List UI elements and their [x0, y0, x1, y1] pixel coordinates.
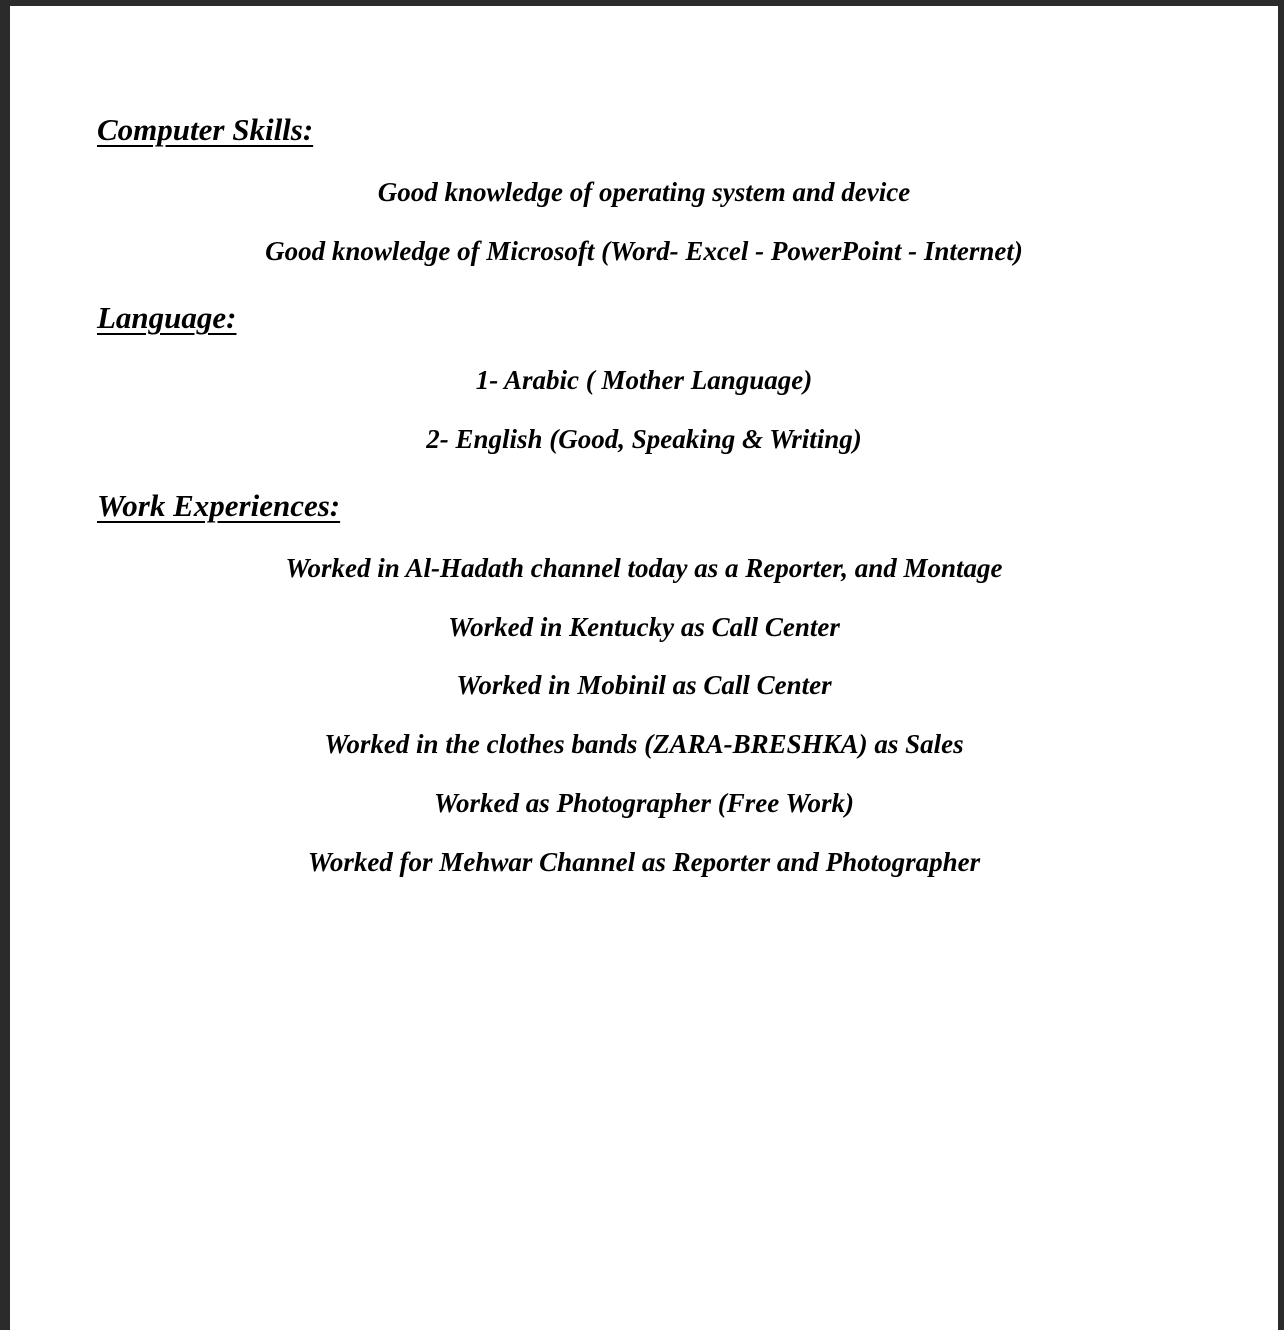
document-page — [10, 6, 1278, 1330]
computer-skills-heading: Computer Skills: — [97, 112, 314, 147]
language-heading: Language: — [97, 300, 237, 335]
computer-skill-item: Good knowledge of Microsoft (Word- Excel - PowerPoint - Internet) — [265, 236, 1023, 266]
work-experience-item: Worked for Mehwar Channel as Reporter and Photographer — [307, 847, 981, 877]
language-item: 2- English (Good, Speaking & Writing) — [426, 424, 862, 454]
work-experience-item: Worked in Mobinil as Call Center — [456, 670, 832, 700]
work-experience-item: Worked as Photographer (Free Work) — [433, 788, 855, 818]
work-experience-item: Worked in the clothes bands (ZARA-BRESHKA) as Sales — [324, 729, 964, 759]
work-experiences-heading: Work Experiences: — [97, 488, 341, 523]
work-experience-item: Worked in Kentucky as Call Center — [448, 612, 840, 642]
language-item: 1- Arabic ( Mother Language) — [475, 365, 813, 395]
work-experience-item: Worked in Al-Hadath channel today as a Reporter, and Montage — [285, 553, 1003, 583]
computer-skill-item: Good knowledge of operating system and device — [377, 177, 911, 207]
